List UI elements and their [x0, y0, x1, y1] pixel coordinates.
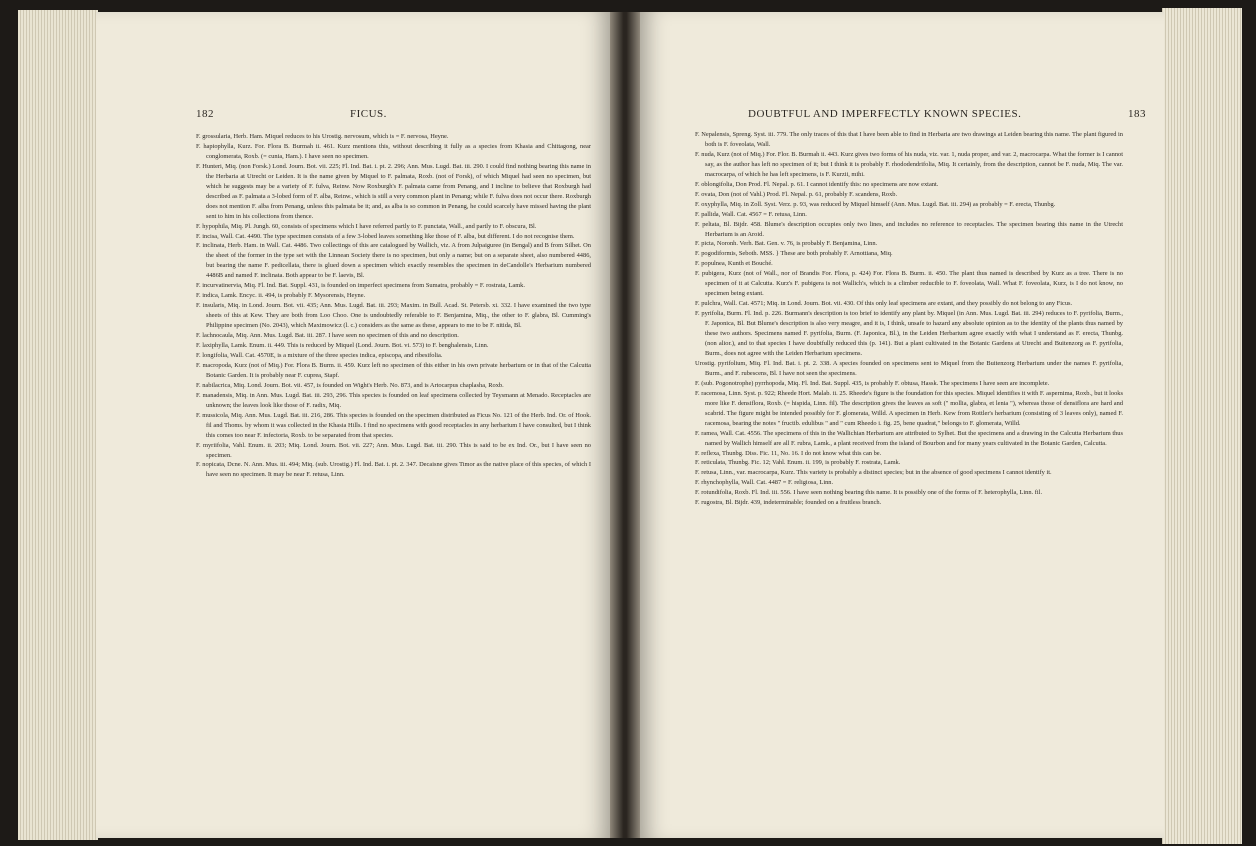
- right-page-edges: [1162, 8, 1242, 844]
- species-entry: F. peltata, Bl. Bijdr. 458. Blume's description occupies only two lines, and includes no reference to receptacles. The specimen bearing this name in the Utrecht Herbarium is an Aroid.: [695, 220, 1123, 238]
- species-entry: F. indica, Lamk. Encyc. ii. 494, is probably F. Mysorensis, Heyne.: [196, 292, 366, 300]
- species-entry: F. ovata, Don (not of Vahl.) Prod. Fl. Nepal. p. 61, probably F. scandens, Roxb.: [695, 190, 898, 198]
- species-entry: Urostig. pyrifolium, Miq. Fl. Ind. Bat. i. pt. 2. 338. A species founded on specimens sent to Miquel from the Buitenzorg Herbarium under the names F. pyrifolia, Burm., and F. rubescens, Bl. I have not seen the specimens.: [695, 359, 1123, 377]
- right-page: [640, 12, 1164, 838]
- species-entry: F. Hunteri, Miq. (non Forsk.) Lond. Journ. Bot. vii. 225; Fl. Ind. Bat. i. pt. 2. 296; Ann. Mus. Lugd. Bat. iii. 290. I could find nothing bearing this name in the Herbaria at Utrecht or Leiden. It is the name given by Miquel to F. palmata, Roxb. (not of Forsk), of which Miquel had seen no specimen, but which he suggests may be a variety of F. fulva, Reinw. Now Roxburgh's F. palmata came from Penang, and I incline to believe that Roxburgh had described as F. palmata a 3-lobed form of F. alba, Reinw., which is still a very common plant in Penang; while F. fulva does not occur there. Roxburgh does not mention F. alba from Penang, unless this palmata be it; and, as alba is so common in Penang, he could scarcely have missed having the plant sent to him in his collections from thence.: [196, 162, 591, 220]
- species-entry: F. pallida, Wall. Cat. 4567 = F. retusa, Linn.: [695, 210, 807, 218]
- species-entry: F. laxiphylla, Lamk. Enum. ii. 449. This is reduced by Miquel (Lond. Journ. Bot. vi. 573) to F. benghalensis, Linn.: [196, 342, 489, 350]
- species-entry: F. racemosa, Linn. Syst. p. 922; Rheede Hort. Malab. ii. 25. Rheede's figure is the foundation for this species. Miquel identifies it with F. aspernima, Roxb., but it looks more like F. densiflora, Roxb. (= hispida, Linn. fil). The description gives the leaves as soft (" mollia, glabra, et lenia "), whereas those of densiflora are hard and scabrid. The figure might be intended possibly for F. glomerata, Willd. A specimen in Herb. Kew from Rottler's herbarium (consisting of 3 leaves only), named F. racemosa, bearing the notes " fructib. edulibus " and " cum Rheedo i. fig. 25, bene quadrat," belongs to F. glomerata, Willd.: [695, 389, 1123, 427]
- species-entry: F. rugostra, Bl. Bijdr. 439, indeterminable; founded on a fruitless branch.: [695, 499, 882, 507]
- species-entry: F. pubigera, Kurz (not of Wall., nor of Brandis For. Flora, p. 424) For. Flora B. Burm. ii. 450. The plant thus named is described by Kurz as a tree. There is no specimen of it at Calcutta. Kurz's F. pubigera is not Wallich's, which is a climber reducible to F. foveolata, Wall. What F. foveolata, Kurz, is I do not know, no specimen being extant.: [695, 270, 1123, 298]
- species-entry: F. ramea, Wall. Cat. 4556. The specimens of this in the Wallichian Herbarium are attributed to Sylhet. But the specimens and a drawing in the Calcutta Herbarium thus named by Wallich himself are all F. rubra, Lamk., a plant received from the island of Bourbon and for many years cultivated in the Botanic Garden, Calcutta.: [695, 429, 1123, 447]
- species-entry: F. oxyphylla, Miq. in Zoll. Syst. Verz. p. 93, was reduced by Miquel himself (Ann. Mus. Lugd. Bat. iii. 294) as probably = F. erecta, Thunbg.: [695, 200, 1056, 208]
- species-entry: F. lachnocaula, Miq. Ann. Mus. Lugd. Bat. iii. 287. I have seen no specimen of this and no description.: [196, 332, 459, 340]
- page-number: 183: [1128, 108, 1146, 120]
- left-page: [96, 12, 610, 838]
- species-entry: F. rotundifolia, Roxb. Fl. Ind. iii. 556. I have seen nothing bearing this name. It is possibly one of the forms of F. heterophylla, Linn. fil.: [695, 489, 1043, 497]
- species-entry: F. grossularia, Herb. Ham. Miquel reduces to his Urostig. nervosum, which is = F. nervosa, Heyne.: [196, 133, 449, 140]
- species-entry: F. picta, Noronh. Verh. Bat. Gen. v. 76, is probably F. Benjamina, Linn.: [695, 240, 878, 248]
- species-entry: F. pogodiformis, Seboth. MSS. } These are both probably F. Arnottiana, Miq.: [695, 250, 893, 258]
- species-entry: F. populnea, Kunth et Bouché.: [695, 260, 773, 268]
- species-entry: F. reticulata, Thunbg. Fic. 12; Vahl. Enum. ii. 199, is probably F. rostrata, Lamk.: [695, 459, 901, 467]
- species-entry: F. pulchra, Wall. Cat. 4571; Miq. in Lond. Journ. Bot. vii. 430. Of this only leaf specimens are extant, and they possibly do not belong to any Ficus.: [695, 300, 1073, 308]
- left-page-edges: [18, 10, 98, 840]
- left-page-body: [196, 132, 591, 480]
- species-entry: F. longifolia, Wall. Cat. 4570E, is a mixture of the three species indica, episcopa, and ribesifolia.: [196, 351, 443, 359]
- book-gutter: [610, 12, 640, 838]
- species-entry: F. incurvatinervia, Miq. Fl. Ind. Bat. Suppl. 431, is founded on imperfect specimens from Sumatra, probably = F. rostrata, Lamk.: [196, 282, 525, 290]
- species-entry: F. hapiophylla, Kurz. For. Flora B. Burmah ii. 461. Kurz mentions this, without describing it fully as a species from Khasia and Chittagong, near conglomerata, Roxb. (= cunia, Ham.). I have seen no specimen.: [196, 142, 591, 160]
- species-entry: F. (sub. Pogonotrophe) pyrrhopoda, Miq. Fl. Ind. Bat. Suppl. 435, is probably F. obtusa, Hassk. The specimens I have seen are incomplete.: [695, 379, 1050, 387]
- species-entry: F. oblongifolia, Don Prod. Fl. Nepal. p. 61. I cannot identify this: no specimens are now extant.: [695, 180, 939, 188]
- species-entry: F. myriifolia, Vahl. Enum. ii. 203; Miq. Lond. Journ. Bot. vii. 227; Ann. Mus. Lugd. Bat. iii. 290. This is said to be ex Ind. Or., but I have seen no specimen.: [196, 441, 591, 459]
- running-head: DOUBTFUL AND IMPERFECTLY KNOWN SPECIES.: [748, 108, 1022, 120]
- species-entry: F. pyrifolia, Burm. Fl. Ind. p. 226. Burmann's description is too brief to identify any plant by. Miquel (in Ann. Mus. Lugd. Bat. iii. 294) reduces to F. pyrifolia, Burm., F. Japonica, Bl. But Blume's description is also very meagre, and it is, I think, unsafe to hazard any absolute opinion as to the identity of the plants thus named by these two authors. Specimens named F. pyrifolia, Burm. (F. Japonica, Bl.), in the Leiden Herbarium agree exactly with what I understand as F. erecta, Thunbg. (non alior.), and to that species I have doubtfully reduced this (p. 141). But a plant cultivated in the Botanic Gardens at Utrecht and Buitenzorg as F. pyrifolia, Burm., does not agree with the Leiden Herbarium specimens.: [695, 310, 1123, 357]
- species-entry: F. nuda, Kurz (not of Miq.) For. Flor. B. Burmah ii. 443. Kurz gives two forms of his nuda, viz. var. 1, nuda proper, and var. 2, macrocarpa. What the former is I cannot say, as the author has left no specimen of it; but I think it is probably F. rhododendrifolia, Miq. It certainly, from the description, cannot be F. nuda, Miq. The var. macrocarpa, of which he has left specimens, is F. Kurzii, mihi.: [695, 150, 1123, 178]
- page-number: 182: [196, 108, 214, 120]
- species-entry: F. inclinata, Herb. Ham. in Wall. Cat. 4486. Two collectings of this are catalogued by Wallich, viz. A from Julpaiguree (in Bengal) and B from Silhet. On the sheet of the former in the type set with the Linnean Society there is no specimen, but only a name; but on a separate sheet, also numbered 4486, but bearing the name F. pedicellata, there is glued down a specimen which exactly resembles the specimen in deCandolle's Herbarium numbered 4486B and named F. inclinata. Both appear to be F. laevis, Bl.: [196, 242, 591, 280]
- species-entry: F. retusa, Linn., var. macrocarpa, Kurz. This variety is probably a distinct species; but in the absence of good specimens I cannot identify it.: [695, 469, 1052, 477]
- species-entry: F. incisa, Wall. Cat. 4490. The type specimen consists of a few 3-lobed leaves something like those of F. alba, but different. I do not recognise them.: [196, 232, 575, 240]
- species-entry: F. reflexa, Thunbg. Diss. Fic. 11, No. 16. I do not know what this can be.: [695, 449, 882, 457]
- species-entry: F. Nepalensis, Spreng. Syst. iii. 779. The only traces of this that I have been able to find in Herbaria are two drawings at Leiden bearing this name. The plant figured in both is F. foveolata, Wall.: [695, 131, 1123, 148]
- species-entry: F. rhynchophylla, Wall. Cat. 4487 = F. religiosa, Linn.: [695, 479, 834, 487]
- species-entry: F. mussicola, Miq. Ann. Mus. Lugd. Bat. iii. 216, 286. This species is founded on the specimen distributed as Ficus No. 121 of the Herb. Ind. Or. of Hook. fil and Thoms. by whom it was collected in the Khasia Hills. I find no specimens with good receptacles in any herbarium I have consulted, but I think this comes too near F. infectoria, Roxb. to be separated from that species.: [196, 411, 591, 439]
- species-entry: F. macropoda, Kurz (not of Miq.) For. Flora B. Burm. ii. 459. Kurz left no specimen of this either in his own private herbarium or in that of the Calcutta Botanic Garden. It is probably near F. cuprea, Stapf.: [196, 361, 591, 379]
- right-page-body: [695, 130, 1123, 508]
- species-entry: F. nabilacrica, Miq. Lond. Journ. Bot. vii. 457, is founded on Wight's Herb. No. 873, and is Artocarpus chaplasha, Roxb.: [196, 381, 504, 389]
- species-entry: F. manadensis, Miq. in Ann. Mus. Lugd. Bat. iii. 293, 296. This species is founded on leaf specimens collected by Teysmann at Menado. Receptacles are unknown; the leaves look like those of F. radix, Miq.: [196, 391, 591, 409]
- species-entry: F. insularis, Miq. in Lond. Journ. Bot. vii. 435; Ann. Mus. Lugd. Bat. iii. 293; Maxim. in Bull. Acad. St. Petersb. xi. 332. I have examined the two type sheets of this at Kew. They are both from Loo Choo. One is undoubtedly referable to F. Benjamina, Miq., the other to F. glabra, Bl. Cumming's Philippine specimen (No. 2043), which Maximowicz (l. c.) considers as the same as these, appears to me to be F. nitida, Bl.: [196, 302, 591, 330]
- running-head: FICUS.: [350, 108, 387, 120]
- species-entry: F. hypophila, Miq. Pl. Jungh. 60, consists of specimens which I have referred partly to F. punctata, Wall., and partly to F. obscura, Bl.: [196, 222, 537, 230]
- species-entry: F. nopicata, Dcne. N. Ann. Mus. iii. 494; Miq. (sub. Urostig.) Fl. Ind. Bat. i. pt. 2. 347. Decaisne gives Timor as the native place of this species, of which I have seen no specimen. It may be near F. retusa, Linn.: [196, 461, 591, 479]
